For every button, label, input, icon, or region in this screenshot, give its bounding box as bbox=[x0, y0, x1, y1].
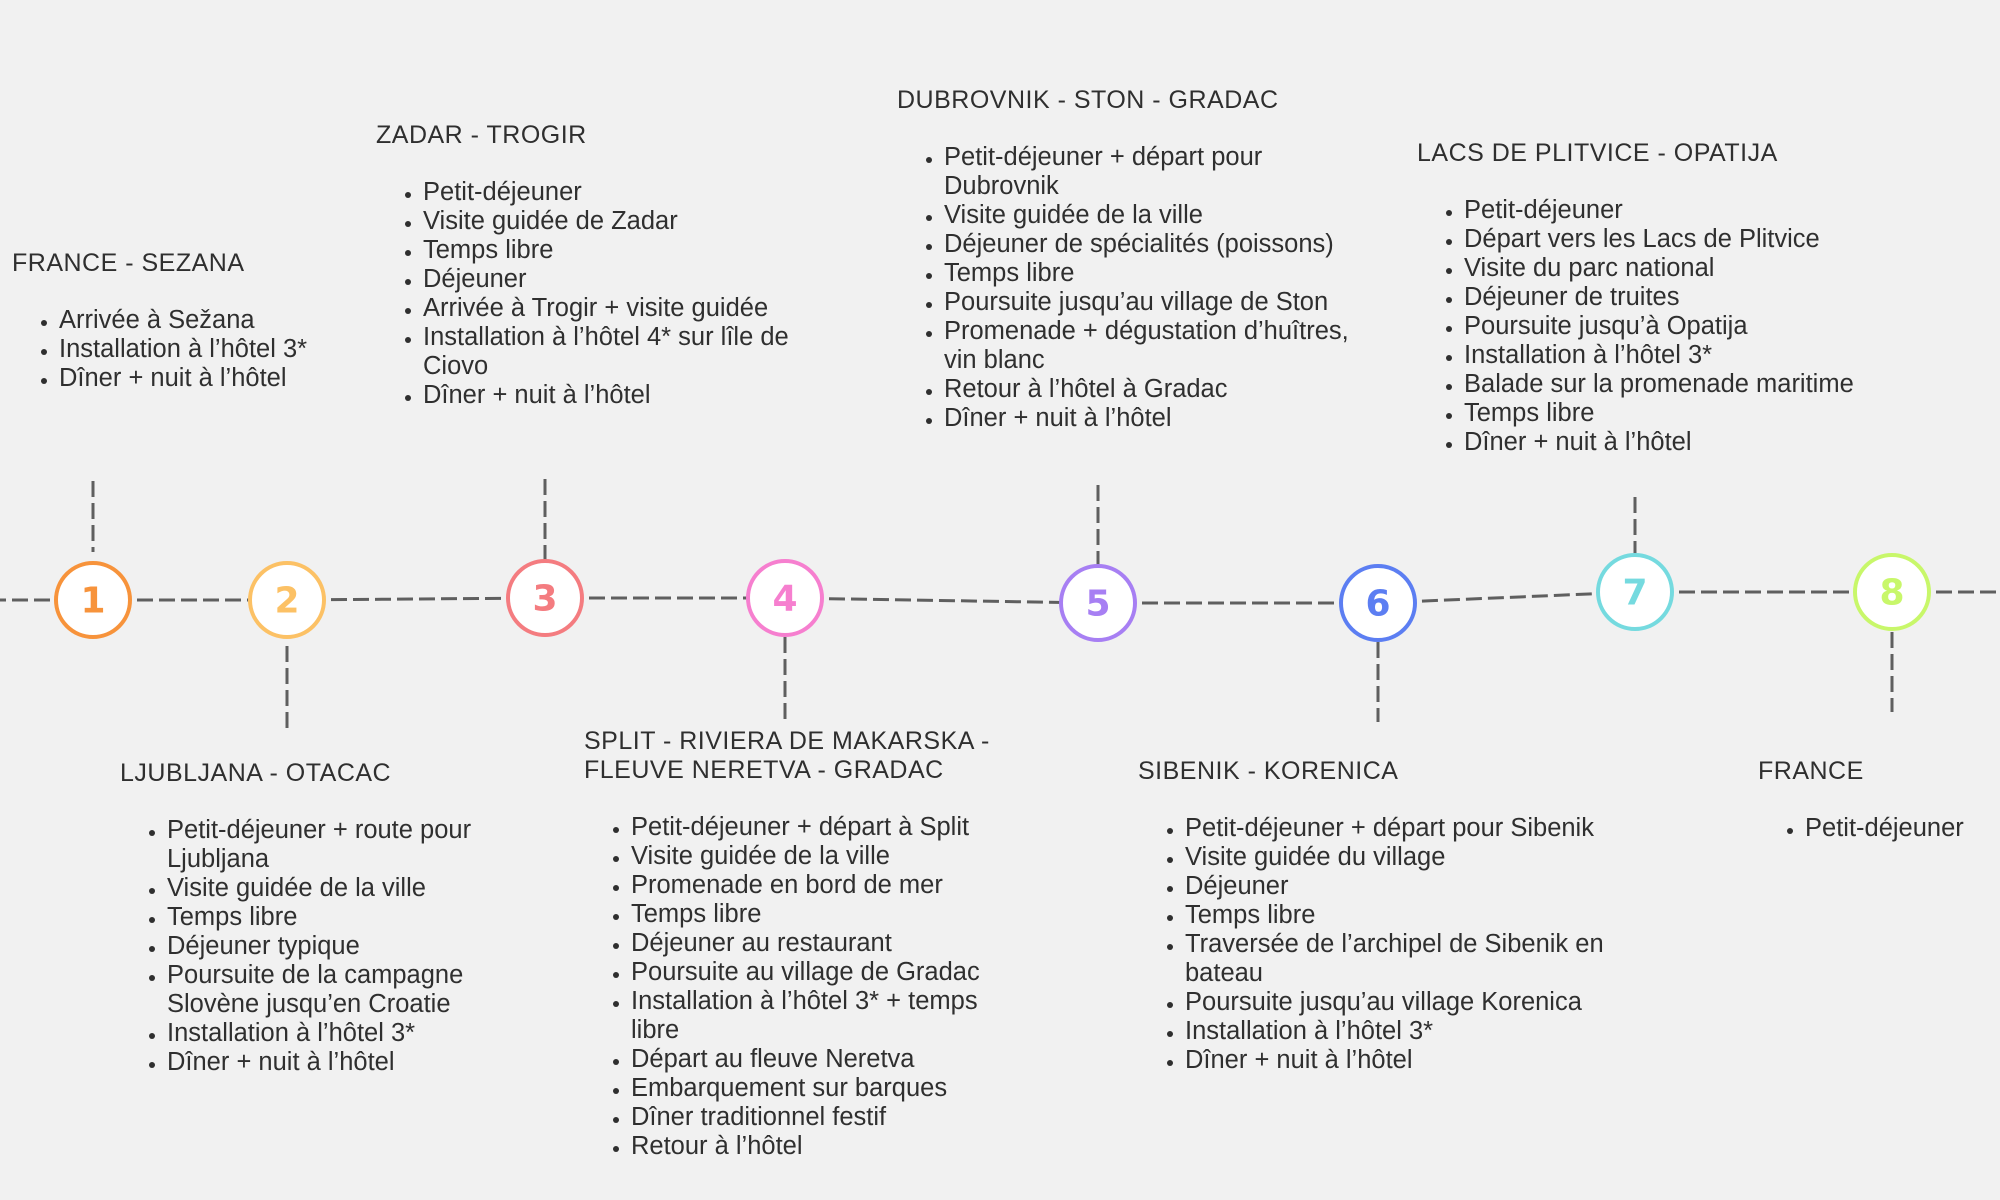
activity-item: • Petit-déjeuner + départ pour Sibenik bbox=[1185, 814, 1618, 843]
activity-item: • Installation à l’hôtel 3* bbox=[59, 335, 372, 364]
activity-item: • Installation à l’hôtel 4* sur lîle de Ciovo bbox=[423, 323, 796, 381]
activity-item: • Promenade + dégustation d’huîtres, vin blanc bbox=[944, 317, 1377, 375]
activity-item: • Départ au fleuve Neretva bbox=[631, 1045, 1024, 1074]
day-block-5 bbox=[897, 86, 1377, 433]
day-title: DUBROVNIK - STON - GRADAC bbox=[897, 86, 1279, 114]
step-number-5: 5 bbox=[1085, 583, 1111, 625]
activity-item: • Départ vers les Lacs de Plitvice bbox=[1464, 225, 1917, 254]
step-number-4: 4 bbox=[772, 578, 798, 620]
activity-item: • Retour à l’hôtel bbox=[631, 1132, 1024, 1161]
activity-item: • Visite guidée de la ville bbox=[631, 842, 1024, 871]
step-number-1: 1 bbox=[80, 580, 106, 622]
activity-item: • Balade sur la promenade maritime bbox=[1464, 370, 1917, 399]
activity-list bbox=[120, 816, 540, 1077]
activity-item: • Déjeuner de spécialités (poissons) bbox=[944, 230, 1377, 259]
day-block-1 bbox=[12, 249, 372, 393]
activity-item: • Poursuite jusqu’au village de Ston bbox=[944, 288, 1377, 317]
step-number-2: 2 bbox=[274, 580, 300, 622]
activity-item: • Arrivée à Trogir + visite guidée bbox=[423, 294, 796, 323]
activity-item: • Petit-déjeuner bbox=[1805, 814, 2000, 843]
activity-item: • Visite guidée du village bbox=[1185, 843, 1618, 872]
day-block-4 bbox=[584, 727, 1024, 1161]
activity-item: • Déjeuner bbox=[423, 265, 796, 294]
step-number-7: 7 bbox=[1622, 572, 1648, 614]
timeline-segment bbox=[785, 598, 1098, 603]
activity-item: • Dîner traditionnel festif bbox=[631, 1103, 1024, 1132]
activity-list bbox=[1417, 196, 1917, 457]
step-number-6: 6 bbox=[1365, 583, 1391, 625]
activity-item: • Déjeuner de truites bbox=[1464, 283, 1917, 312]
activity-list bbox=[12, 306, 372, 393]
activity-item: • Déjeuner bbox=[1185, 872, 1618, 901]
activity-item: • Dîner + nuit à l’hôtel bbox=[1464, 428, 1917, 457]
day-title: ZADAR - TROGIR bbox=[376, 121, 587, 149]
activity-item: • Installation à l’hôtel 3* bbox=[1185, 1017, 1618, 1046]
activity-item: • Installation à l’hôtel 3* + temps libre bbox=[631, 987, 1024, 1045]
activity-item: • Temps libre bbox=[1464, 399, 1917, 428]
step-number-3: 3 bbox=[532, 578, 558, 620]
activity-item: • Déjeuner typique bbox=[167, 932, 540, 961]
step-number-8: 8 bbox=[1879, 572, 1905, 614]
activity-item: • Temps libre bbox=[944, 259, 1377, 288]
day-title: LACS DE PLITVICE - OPATIJA bbox=[1417, 139, 1778, 167]
activity-item: • Installation à l’hôtel 3* bbox=[1464, 341, 1917, 370]
activity-list bbox=[376, 178, 796, 410]
activity-list bbox=[584, 813, 1024, 1161]
timeline-nodes bbox=[56, 555, 1929, 640]
activity-item: • Petit-déjeuner bbox=[1464, 196, 1917, 225]
day-block-7 bbox=[1417, 139, 1917, 457]
day-block-8 bbox=[1758, 757, 2000, 843]
activity-item: • Promenade en bord de mer bbox=[631, 871, 1024, 900]
activity-item: • Petit-déjeuner + départ pour Dubrovnik bbox=[944, 143, 1377, 201]
day-block-3 bbox=[376, 121, 796, 410]
day-title: LJUBLJANA - OTACAC bbox=[120, 759, 392, 787]
day-title: FRANCE - SEZANA bbox=[12, 249, 245, 277]
activity-list bbox=[1138, 814, 1618, 1075]
activity-item: • Dîner + nuit à l’hôtel bbox=[944, 404, 1377, 433]
activity-item: • Temps libre bbox=[631, 900, 1024, 929]
activity-item: • Petit-déjeuner + départ à Split bbox=[631, 813, 1024, 842]
activity-item: • Petit-déjeuner bbox=[423, 178, 796, 207]
activity-item: • Arrivée à Sežana bbox=[59, 306, 372, 335]
activity-item: • Retour à l’hôtel à Gradac bbox=[944, 375, 1377, 404]
activity-item: • Poursuite au village de Gradac bbox=[631, 958, 1024, 987]
activity-item: • Poursuite de la campagne Slovène jusqu’en Croatie bbox=[167, 961, 540, 1019]
day-title: FRANCE bbox=[1758, 757, 1864, 785]
activity-item: • Temps libre bbox=[1185, 901, 1618, 930]
activity-item: • Installation à l’hôtel 3* bbox=[167, 1019, 540, 1048]
activity-item: • Embarquement sur barques bbox=[631, 1074, 1024, 1103]
activity-list bbox=[1758, 814, 2000, 843]
activity-item: • Dîner + nuit à l’hôtel bbox=[167, 1048, 540, 1077]
activity-item: • Poursuite jusqu’à Opatija bbox=[1464, 312, 1917, 341]
activity-item: • Traversée de l’archipel de Sibenik en bateau bbox=[1185, 930, 1618, 988]
day-block-2 bbox=[120, 759, 540, 1077]
activity-item: • Dîner + nuit à l’hôtel bbox=[423, 381, 796, 410]
day-title: SPLIT - RIVIERA DE MAKARSKA - FLEUVE NERETVA - GRADAC bbox=[584, 727, 990, 784]
activity-item: • Dîner + nuit à l’hôtel bbox=[1185, 1046, 1618, 1075]
activity-item: • Visite guidée de la ville bbox=[167, 874, 540, 903]
activity-item: • Visite guidée de la ville bbox=[944, 201, 1377, 230]
activity-item: • Petit-déjeuner + route pour Ljubljana bbox=[167, 816, 540, 874]
activity-item: • Temps libre bbox=[423, 236, 796, 265]
activity-item: • Visite guidée de Zadar bbox=[423, 207, 796, 236]
activity-item: • Déjeuner au restaurant bbox=[631, 929, 1024, 958]
day-block-6 bbox=[1138, 757, 1618, 1075]
activity-item: • Visite du parc national bbox=[1464, 254, 1917, 283]
activity-item: • Dîner + nuit à l’hôtel bbox=[59, 364, 372, 393]
activity-list bbox=[897, 143, 1377, 433]
activity-item: • Poursuite jusqu’au village Korenica bbox=[1185, 988, 1618, 1017]
day-title: SIBENIK - KORENICA bbox=[1138, 757, 1399, 785]
activity-item: • Temps libre bbox=[167, 903, 540, 932]
